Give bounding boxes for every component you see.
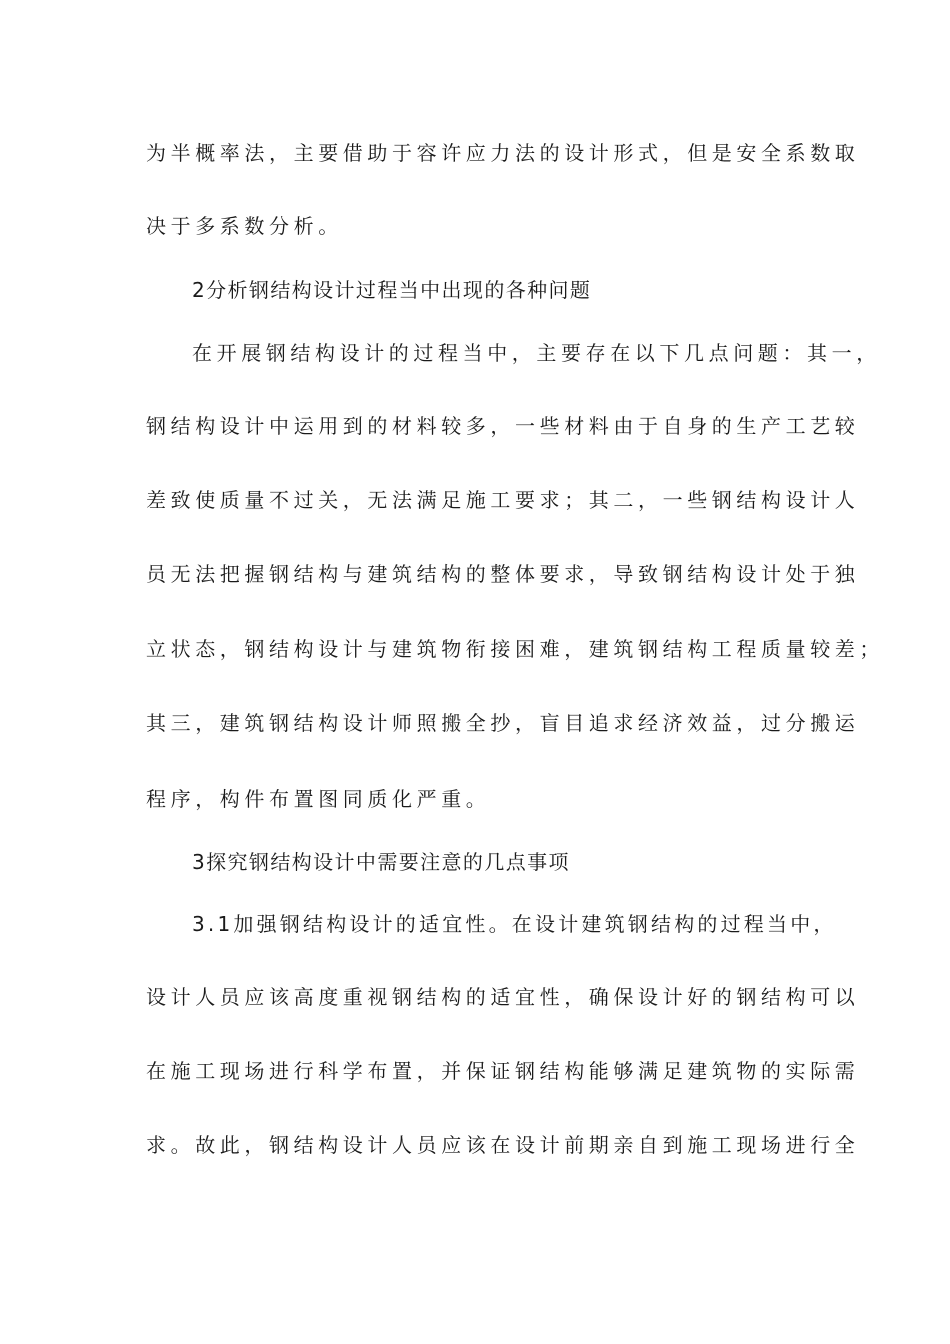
paragraph-line: 其三，建筑钢结构设计师照搬全抄，盲目追求经济效益，过分搬运: [146, 711, 860, 735]
paragraph-line: 在施工现场进行科学布置，并保证钢结构能够满足建筑物的实际需: [146, 1059, 860, 1083]
paragraph-line: 在开展钢结构设计的过程当中，主要存在以下几点问题：其一，: [192, 341, 881, 365]
subsection-line: 3.1加强钢结构设计的适宜性。在设计建筑钢结构的过程当中，: [192, 912, 837, 936]
paragraph-line: 钢结构设计中运用到的材料较多，一些材料由于自身的生产工艺较: [146, 414, 860, 438]
paragraph-line: 程序，构件布置图同质化严重。: [146, 787, 491, 811]
section-heading: 3探究钢结构设计中需要注意的几点事项: [192, 850, 570, 874]
paragraph-line: 员无法把握钢结构与建筑结构的整体要求，导致钢结构设计处于独: [146, 562, 860, 586]
paragraph-line: 差致使质量不过关，无法满足施工要求；其二，一些钢结构设计人: [146, 488, 860, 512]
paragraph-line: 设计人员应该高度重视钢结构的适宜性，确保设计好的钢结构可以: [146, 985, 860, 1009]
paragraph-line: 决于多系数分析。: [146, 214, 343, 238]
paragraph-line: 求。故此，钢结构设计人员应该在设计前期亲自到施工现场进行全: [146, 1133, 860, 1157]
paragraph-line: 为半概率法，主要借助于容许应力法的设计形式，但是安全系数取: [146, 141, 860, 165]
paragraph-line: 立状态，钢结构设计与建筑物衔接困难，建筑钢结构工程质量较差；: [146, 637, 884, 661]
section-heading: 2分析钢结构设计过程当中出现的各种问题: [192, 278, 592, 302]
